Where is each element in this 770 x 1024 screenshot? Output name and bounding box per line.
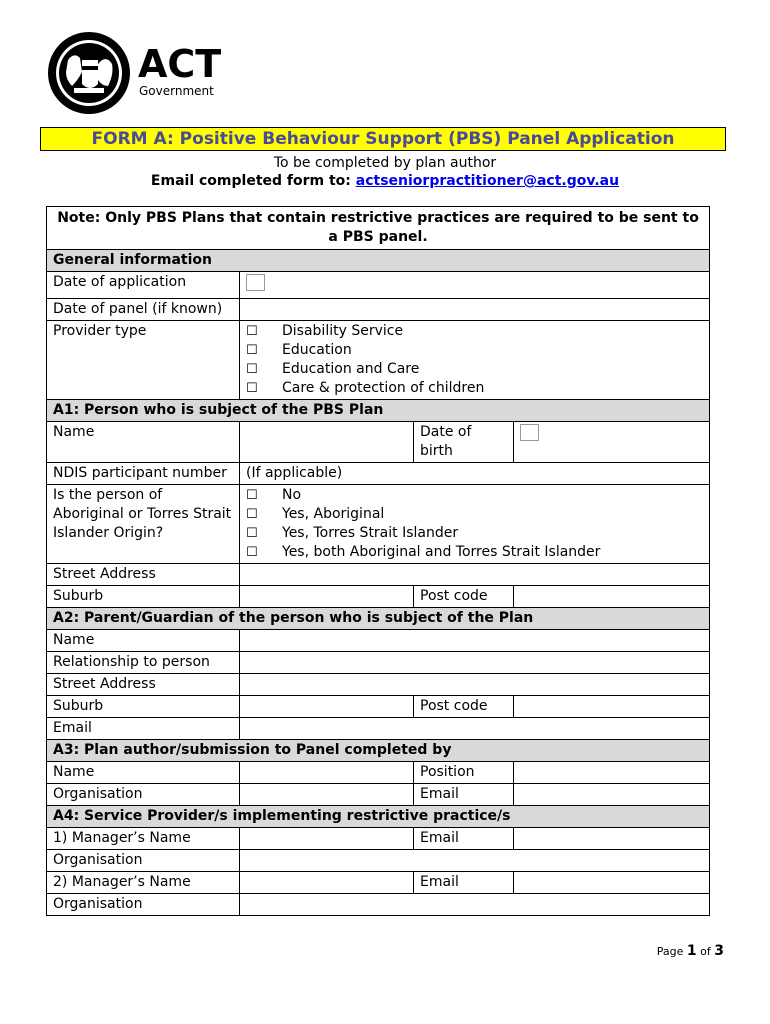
a2-name-field[interactable] [240,630,710,652]
a3-position-field[interactable] [514,762,710,784]
a1-origin-label: Is the person of Aboriginal or Torres Strait Islander Origin? [47,485,240,564]
a4-email2-field[interactable] [514,872,710,894]
checkbox-icon[interactable]: ☐ [246,381,258,396]
section-a3-heading: A3: Plan author/submission to Panel completed by [47,740,710,762]
a1-street-label: Street Address [47,564,240,586]
a4-email2-label: Email [414,872,514,894]
a1-suburb-field[interactable] [240,586,414,608]
section-general-heading: General information [47,250,710,272]
provider-type-options [240,321,710,400]
date-panel-field[interactable] [240,299,710,321]
email-instruction [0,173,770,190]
origin-option[interactable]: ☐ No [246,487,302,503]
a2-name-label: Name [47,630,240,652]
page-number: Page 1 of 3 [656,943,724,959]
a2-postcode-label: Post code [414,696,514,718]
section-a1-heading: A1: Person who is subject of the PBS Plan [47,400,710,422]
a1-name-field[interactable] [240,422,414,463]
origin-option[interactable]: ☐ Yes, Torres Strait Islander [246,525,459,541]
a1-postcode-label: Post code [414,586,514,608]
a4-org2-field[interactable] [240,894,710,916]
a4-manager1-field[interactable] [240,828,414,850]
a2-email-label: Email [47,718,240,740]
date-application-field[interactable] [240,272,710,299]
provider-option[interactable]: ☐ Education and Care [246,361,420,377]
email-link[interactable]: actseniorpractitioner@act.gov.au [355,173,620,189]
a4-manager1-label: 1) Manager’s Name [47,828,240,850]
act-coat-of-arms-icon [46,30,132,116]
a4-email1-field[interactable] [514,828,710,850]
act-government-logo [46,30,226,118]
checkbox-icon[interactable]: ☐ [246,545,258,560]
a4-org1-label: Organisation [47,850,240,872]
a3-email-field[interactable] [514,784,710,806]
a4-manager2-label: 2) Manager’s Name [47,872,240,894]
a1-postcode-field[interactable] [514,586,710,608]
provider-option[interactable]: ☐ Education [246,342,352,358]
a3-organisation-field[interactable] [240,784,414,806]
provider-option[interactable]: ☐ Care & protection of children [246,380,485,396]
note-text: Note: Only PBS Plans that contain restrictive practices are required to be sent to a PBS panel. [47,207,710,250]
checkbox-icon[interactable]: ☐ [246,362,258,377]
a2-relationship-label: Relationship to person [47,652,240,674]
a2-postcode-field[interactable] [514,696,710,718]
a3-name-label: Name [47,762,240,784]
a4-org1-field[interactable] [240,850,710,872]
checkbox-icon[interactable]: ☐ [246,507,258,522]
section-a2-heading: A2: Parent/Guardian of the person who is subject of the Plan [47,608,710,630]
a3-organisation-label: Organisation [47,784,240,806]
a3-name-field[interactable] [240,762,414,784]
checkbox-icon[interactable]: ☐ [246,526,258,541]
date-application-label: Date of application [47,272,240,299]
a3-position-label: Position [414,762,514,784]
page-current: 1 [686,943,697,959]
a1-dob-label: Date of birth [414,422,514,463]
a2-suburb-label: Suburb [47,696,240,718]
logo-government-text: Government [139,84,214,98]
provider-type-label: Provider type [47,321,240,400]
a2-relationship-field[interactable] [240,652,710,674]
a2-street-label: Street Address [47,674,240,696]
a3-email-label: Email [414,784,514,806]
a1-dob-field[interactable] [514,422,710,463]
a1-street-field[interactable] [240,564,710,586]
date-picker-box[interactable] [246,274,265,291]
a4-email1-label: Email [414,828,514,850]
a1-ndis-field[interactable]: (If applicable) [240,463,710,485]
date-picker-box[interactable] [520,424,539,441]
a4-manager2-field[interactable] [240,872,414,894]
checkbox-icon[interactable]: ☐ [246,343,258,358]
checkbox-icon[interactable]: ☐ [246,488,258,503]
provider-option[interactable]: ☐ Disability Service [246,323,404,339]
logo-act-text: ACT [138,42,222,86]
origin-option[interactable]: ☐ Yes, both Aboriginal and Torres Strait Islander [246,544,601,560]
a4-org2-label: Organisation [47,894,240,916]
origin-option[interactable]: ☐ Yes, Aboriginal [246,506,385,522]
a2-street-field[interactable] [240,674,710,696]
pbs-application-form [46,206,710,916]
a1-name-label: Name [47,422,240,463]
email-prefix: Email completed form to: [150,173,356,189]
a1-ndis-label: NDIS participant number [47,463,240,485]
date-panel-label: Date of panel (if known) [47,299,240,321]
a1-suburb-label: Suburb [47,586,240,608]
page-total: 3 [714,943,724,959]
a2-suburb-field[interactable] [240,696,414,718]
a2-email-field[interactable] [240,718,710,740]
form-title: FORM A: Positive Behaviour Support (PBS) Panel Application [40,127,726,151]
section-a4-heading: A4: Service Provider/s implementing restrictive practice/s [47,806,710,828]
checkbox-icon[interactable]: ☐ [246,324,258,339]
form-subtitle: To be completed by plan author [273,155,497,171]
a1-origin-options [240,485,710,564]
